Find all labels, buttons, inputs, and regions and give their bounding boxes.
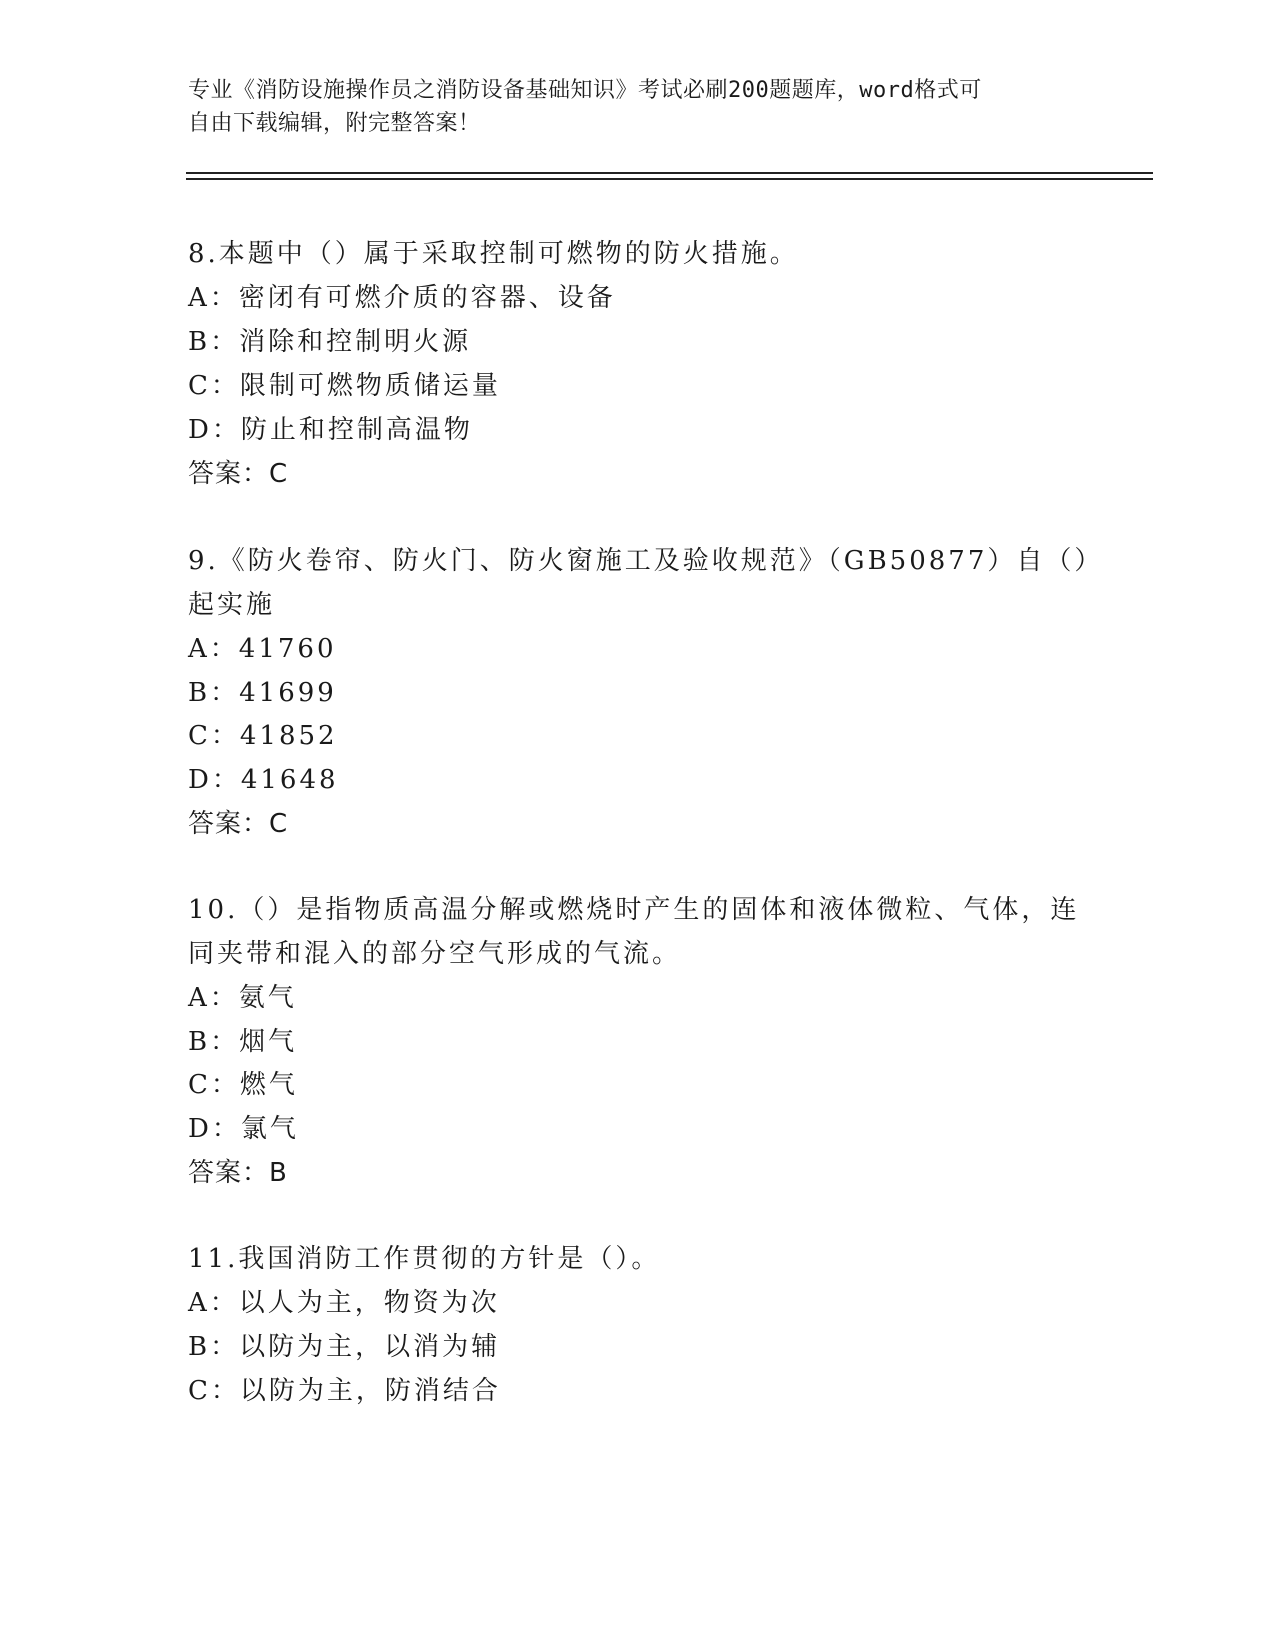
header-title-line-1: 专业《消防设施操作员之消防设备基础知识》考试必刷200题题库，word格式可 [188,78,982,103]
option-b: B：烟气 [188,1027,298,1057]
option-a: A：密闭有可燃介质的容器、设备 [188,283,616,313]
option-d: D：41648 [188,765,339,795]
option-d: D：氯气 [188,1114,299,1144]
option-a: A：41760 [188,634,337,664]
question-stem: 11.我国消防工作贯彻的方针是（）。 [188,1244,661,1274]
question-stem: 10.（）是指物质高温分解或燃烧时产生的固体和液体微粒、气体，连 [188,895,1080,925]
option-b: B：以防为主，以消为辅 [188,1332,501,1362]
question-stem: 8.本题中（）属于采取控制可燃物的防火措施。 [188,239,799,269]
option-b: B：消除和控制明火源 [188,327,472,357]
option-c: C：限制可燃物质储运量 [188,371,501,401]
header-divider-bottom [186,178,1153,180]
header-title-line-2: 自由下载编辑，附完整答案！ [188,111,481,136]
question-stem: 9.《防火卷帘、防火门、防火窗施工及验收规范》（GB50877）自（） [188,546,1104,576]
question-stem-continued: 起实施 [188,590,276,620]
answer-label: 答案：C [188,809,289,839]
option-c: C：41852 [188,721,338,751]
option-a: A：以人为主，物资为次 [188,1288,500,1318]
option-c: C：燃气 [188,1070,298,1100]
option-c: C：以防为主，防消结合 [188,1376,501,1406]
option-d: D：防止和控制高温物 [188,415,473,445]
option-a: A：氨气 [188,983,297,1013]
option-b: B：41699 [188,678,337,708]
answer-label: 答案：B [188,1158,288,1188]
question-stem-continued: 同夹带和混入的部分空气形成的气流。 [188,939,682,969]
header-divider-top [186,172,1153,174]
answer-label: 答案：C [188,459,289,489]
